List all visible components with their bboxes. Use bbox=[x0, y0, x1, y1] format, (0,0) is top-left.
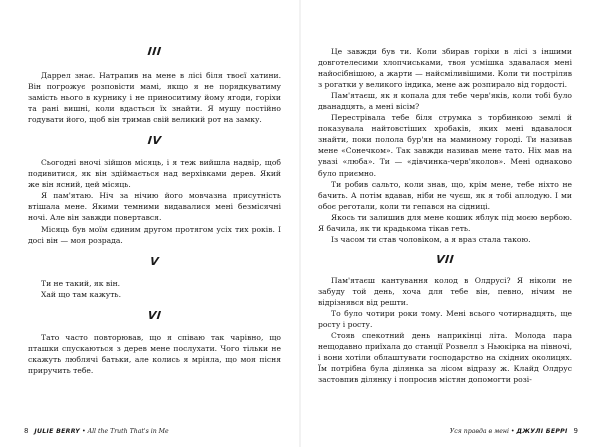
paragraph: Тато часто повторював, що я співаю так чарівно, що пташки спускаються з дерев мене послухати. Чого тільки не скажуть люблячі батьки, але колись я мріяла, що моя пісня приручить тебе. bbox=[28, 332, 281, 375]
paragraph: Місяць був моїм єдиним другом протягом усіх тих років. І досі він — моя розрада. bbox=[28, 224, 281, 245]
page-number: 9 bbox=[573, 427, 578, 435]
paragraph: Пам'ятаєш кантування колод в Олдрусі? Я ніколи не забуду той день, хоча для тебе він, певно, нічим не відрізнявся від решти. bbox=[318, 275, 572, 307]
paragraph: То було чотири роки тому. Мені всього чотирнадцять, ще росту і росту. bbox=[318, 308, 572, 330]
chapter-heading-3: III bbox=[146, 45, 163, 58]
right-page-body bbox=[318, 46, 572, 385]
chapter-heading-4: IV bbox=[147, 134, 163, 148]
paragraph: Перестрівала тебе біля струмка з торбинкою землі й показувала найтовстіших хробаків, яких мені вдавалося знайти, поки полола бур'ян на маминому городі. Ти називав мене «Сонечком». Так завжди називав мене тато. Ніх мав на увазі «люба». Ти — «дівчинка-черв'яколов». Мені однаково було приємно. bbox=[318, 113, 572, 178]
chapter-heading-7: VII bbox=[435, 252, 455, 266]
paragraph: Сьогодні вночі зійшов місяць, і я теж вийшла надвір, щоб подивитися, як він здіймається над верхівками дерев. Який же він ясний, цей місяць. bbox=[28, 158, 281, 190]
running-head-title: Уся правда в мені bbox=[449, 428, 509, 435]
bullet-separator: • bbox=[81, 428, 86, 435]
paragraph: Даррел знає. Натрапив на мене в лісі біля твоєї хатини. Він погрожує розповісти мамі, якщо я не порядкуватиму замість нього в курнику і не приноситиму йому ягоди, горіхи та рані вишні, коли вдасться їх знайти. Я мушу постійно годувати його, щоб він тримав свій великий рот на замку. bbox=[28, 71, 281, 125]
chapter-heading-6: VI bbox=[147, 308, 163, 322]
paragraph: Хай що там кажуть. bbox=[41, 289, 121, 299]
paragraph: Стояв спекотний день наприкінці літа. Молода пара нещодавно приїхала до станції Розвелл з Ньюкірка на півночі, і вони хотіли облаштувати господарство на східних околицях. Їм потрібна була ділянка за лісом відразу ж. Клайд Олдрус застовпив ділянку і попросив містян допомогти розі- bbox=[318, 331, 572, 385]
left-page-footer bbox=[24, 427, 169, 436]
bullet-separator: • bbox=[510, 428, 515, 435]
paragraph: Пам'ятаєш, як я копала для тебе черв'яків, коли тобі було дванадцять, а мені вісім? bbox=[318, 91, 572, 112]
paragraph: Ти робив сальто, коли знав, що, крім мене, тебе ніхто не бачить. А потім вдавав, ніби не чуєш, як я тобі аплодую. І ми обоє реготали, коли ти гепався на сідниці. bbox=[318, 179, 572, 211]
right-page bbox=[300, 0, 600, 447]
running-head-author: JULIE BERRY bbox=[34, 428, 81, 435]
paragraph: Ти не такий, як він. bbox=[41, 278, 121, 288]
left-page-body bbox=[28, 46, 281, 376]
chapter-heading-5: V bbox=[149, 254, 160, 268]
paragraph: Це завжди був ти. Коли збирав горіхи в лісі з іншими довготелесими хлопчиськами, твоя усмішка здавалася мені найосібнішою, а жарти — найсміливішими. Коли ти постріляв з рогатки у великого індика, мене аж розпирало від гордості. bbox=[318, 47, 572, 90]
running-head-author: ДЖУЛІ БЕРРІ bbox=[516, 428, 568, 435]
paragraph: Я пам'ятаю. Ніч за нічию його мовчазна присутність втішала мене. Якими темними видавалися мені безмісячні ночі. Але він завжди повертався. bbox=[28, 191, 281, 223]
right-page-footer bbox=[450, 427, 578, 436]
paragraph: Із часом ти став чоловіком, а я враз стала такою. bbox=[331, 234, 531, 244]
page-number: 8 bbox=[24, 427, 29, 435]
paragraph: Якось ти залишив для мене кошик яблук під моєю вербою. Я бачила, як ти крадькома тікав геть. bbox=[318, 212, 572, 233]
running-head-title: All the Truth That's in Me bbox=[87, 428, 169, 435]
